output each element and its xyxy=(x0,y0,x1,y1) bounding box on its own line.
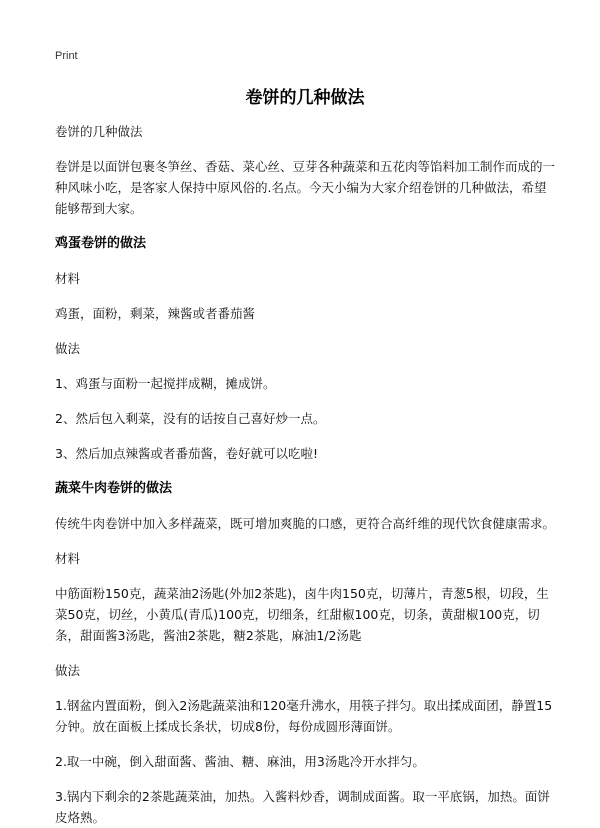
step-item: 1、鸡蛋与面粉一起搅拌成糊，摊成饼。 xyxy=(55,376,276,391)
step-item: 3.锅内下剩余的2茶匙蔬菜油，加热。入酱料炒香，调制成面酱。取一平底锅，加热。面饼皮烙熟。 xyxy=(55,789,550,825)
method-label: 做法 xyxy=(55,341,81,356)
section-egg-roll xyxy=(55,233,555,464)
section-heading: 蔬菜牛肉卷饼的做法 xyxy=(55,481,173,496)
step-item: 2.取一中碗，倒入甜面酱、酱油、糖、麻油，用3汤匙冷开水拌匀。 xyxy=(55,754,425,769)
step-item: 3、然后加点辣酱或者番茄酱，卷好就可以吃啦! xyxy=(55,446,318,461)
page-title: 卷饼的几种做法 xyxy=(245,88,365,108)
document-page xyxy=(55,44,555,828)
print-link[interactable]: Print xyxy=(55,50,78,62)
materials-label: 材料 xyxy=(55,271,81,286)
section-vegetable-beef-roll xyxy=(55,478,555,828)
article-subtitle: 卷饼的几种做法 xyxy=(55,124,143,139)
step-item: 2、然后包入剩菜，没有的话按自己喜好炒一点。 xyxy=(55,411,326,426)
materials-label: 材料 xyxy=(55,551,81,566)
step-item: 1.钢盆内置面粉，倒入2汤匙蔬菜油和120毫升沸水，用筷子拌匀。取出揉成面团，静置15分钟。放在面板上揉成长条状，切成8份，每份成圆形薄面饼。 xyxy=(55,698,553,734)
method-label: 做法 xyxy=(55,663,81,678)
section-heading: 鸡蛋卷饼的做法 xyxy=(55,236,147,251)
section-description: 传统牛肉卷饼中加入多样蔬菜，既可增加爽脆的口感，更符合高纤维的现代饮食健康需求。 xyxy=(55,516,556,531)
materials-text: 鸡蛋，面粉，剩菜，辣酱或者番茄酱 xyxy=(55,306,256,321)
intro-paragraph: 卷饼是以面饼包裹冬笋丝、香菇、菜心丝、豆芽各种蔬菜和五花肉等馅料加工制作而成的一种风味小吃，是客家人保持中原风俗的.名点。今天小编为大家介绍卷饼的几种做法，希望能够帮到大家。 xyxy=(55,159,556,216)
materials-text: 中筋面粉150克，蔬菜油2汤匙(外加2茶匙)，卤牛肉150克，切薄片，青葱5根，切段，生菜50克，切丝，小黄瓜(青瓜)100克，切细条，红甜椒100克，切条，黄甜椒100克，切条，甜面酱3汤匙，酱油2茶匙，糖2茶匙，麻油1/2汤匙 xyxy=(55,586,549,643)
